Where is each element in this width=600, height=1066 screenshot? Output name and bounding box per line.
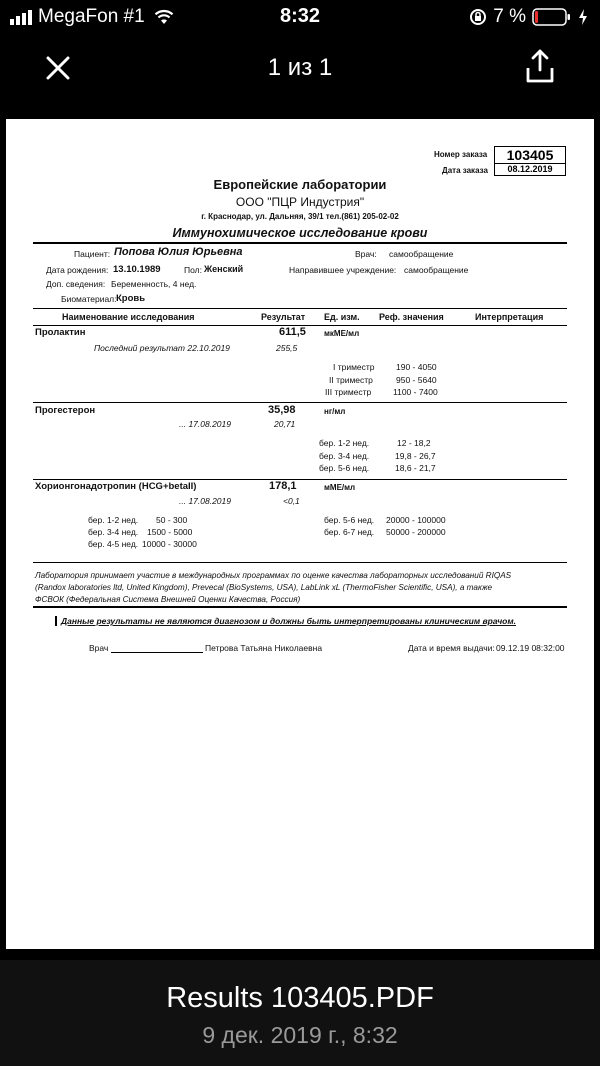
study-title: Иммунохимическое исследование крови xyxy=(172,226,428,240)
previous-result-value: <0,1 xyxy=(283,496,300,506)
clock: 8:32 xyxy=(279,5,321,27)
extra-value: Беременность, 4 нед. xyxy=(111,279,197,289)
test-name: Хорионгонадотропин (HCG+betaII) xyxy=(35,481,197,492)
ref-label: II триместр xyxy=(329,375,373,385)
ref-value: 50000 - 200000 xyxy=(386,527,446,537)
ref-value: 1500 - 5000 xyxy=(147,527,193,537)
column-header: Результат xyxy=(261,312,306,322)
ref-value: 950 - 5640 xyxy=(396,375,437,385)
lab-address: г. Краснодар, ул. Дальняя, 39/1 тел.(861) 205-02-02 xyxy=(201,212,399,221)
battery-icon xyxy=(532,8,572,26)
referral-value: самообращение xyxy=(404,265,469,275)
test-name: Пролактин xyxy=(35,327,86,338)
ref-label: бер. 1-2 нед. xyxy=(88,515,139,525)
doctor-label: Врач: xyxy=(355,249,377,259)
previous-result-label: ... 17.08.2019 xyxy=(179,419,231,429)
issue-date-value: 09.12.19 08:32:00 xyxy=(496,643,565,653)
ref-label: бер. 3-4 нед. xyxy=(319,451,370,461)
company-name: ООО "ПЦР Индустрия" xyxy=(235,195,365,209)
doctor-value: самообращение xyxy=(389,249,454,259)
ref-label: бер. 6-7 нед. xyxy=(324,527,375,537)
share-icon[interactable] xyxy=(524,48,556,84)
test-unit: мкМЕ/мл xyxy=(324,329,360,338)
ref-value: 10000 - 30000 xyxy=(142,539,197,549)
order-date: 08.12.2019 xyxy=(494,163,566,176)
ref-value: 18,6 - 21,7 xyxy=(395,463,436,473)
material-label: Биоматериал: xyxy=(61,294,117,304)
ref-value: 19,8 - 26,7 xyxy=(395,451,436,461)
title-divider xyxy=(33,242,567,244)
test-result: 611,5 xyxy=(279,326,306,338)
material-value: Кровь xyxy=(116,293,146,304)
ref-label: бер. 4-5 нед. xyxy=(88,539,139,549)
dob-value: 13.10.1989 xyxy=(113,264,161,275)
previous-result-label: Последний результат 22.10.2019 xyxy=(94,343,230,353)
previous-result-value: 20,71 xyxy=(274,419,296,429)
doctor-name: Петрова Татьяна Николаевна xyxy=(205,643,323,653)
ref-label: бер. 3-4 нед. xyxy=(88,527,139,537)
carrier-name: MegaFon #1 xyxy=(38,6,145,27)
dob-label: Дата рождения: xyxy=(46,265,109,275)
rotation-lock-icon xyxy=(469,8,487,26)
ref-value: 20000 - 100000 xyxy=(386,515,446,525)
status-right xyxy=(469,6,588,28)
column-header: Интерпретация xyxy=(475,312,544,322)
ref-label: бер. 1-2 нед. xyxy=(319,438,370,448)
battery-percent: 7 % xyxy=(493,6,526,27)
ref-value: 12 - 18,2 xyxy=(397,438,431,448)
quality-note-line: Лаборатория принимает участие в международных программах по оценке качества лабораторных исследований RIQAS xyxy=(35,571,512,580)
test-name: Прогестерон xyxy=(35,405,96,416)
lab-name: Европейские лаборатории xyxy=(213,177,387,192)
ref-value: 50 - 300 xyxy=(156,515,188,525)
ref-value: 190 - 4050 xyxy=(396,362,437,372)
file-name: Results 103405.PDF xyxy=(166,982,434,1014)
row-divider xyxy=(33,479,567,480)
referral-label: Направившее учреждение: xyxy=(289,265,397,275)
warning-divider xyxy=(33,606,567,608)
notes-divider xyxy=(33,562,567,563)
file-info-footer xyxy=(0,960,600,1066)
ref-label: III триместр xyxy=(325,387,372,397)
row-divider xyxy=(33,402,567,403)
order-date-label: Дата заказа xyxy=(442,166,488,175)
warning-marker xyxy=(55,616,57,626)
order-number: 103405 xyxy=(494,146,566,164)
ref-label: I триместр xyxy=(333,362,375,372)
pdf-page[interactable] xyxy=(6,119,594,949)
quality-note-line: ФСВОК (Федеральная Система Внешней Оценки Качества, Россия) xyxy=(35,595,301,604)
test-unit: нг/мл xyxy=(324,407,346,416)
file-date: 9 дек. 2019 г., 8:32 xyxy=(202,1022,398,1048)
test-unit: мМЕ/мл xyxy=(324,483,356,492)
disclaimer: Данные результаты не являются диагнозом и должны быть интерпретированы клиническим врачом. xyxy=(61,616,517,626)
charging-bolt-icon xyxy=(578,8,588,26)
signature-label: Врач xyxy=(89,643,109,653)
ref-label: бер. 5-6 нед. xyxy=(324,515,375,525)
extra-label: Доп. сведения: xyxy=(46,279,106,289)
patient-name: Попова Юлия Юрьевна xyxy=(114,246,243,258)
issue-date-label: Дата и время выдачи: xyxy=(408,643,495,653)
ref-label: бер. 5-6 нед. xyxy=(319,463,370,473)
table-top-line xyxy=(33,308,567,309)
order-number-label: Номер заказа xyxy=(434,150,488,159)
signature-line xyxy=(111,652,203,653)
column-header: Наименование исследования xyxy=(62,312,195,322)
ref-value: 1100 - 7400 xyxy=(393,387,438,397)
sex-label: Пол: xyxy=(184,265,202,275)
column-header: Ед. изм. xyxy=(324,312,360,322)
status-bar xyxy=(0,0,600,34)
sex-value: Женский xyxy=(204,264,244,274)
test-result: 178,1 xyxy=(269,480,297,492)
patient-label: Пациент: xyxy=(74,249,111,259)
quality-note-line: (Randox laboratories ltd, United Kingdom), Prevecal (BioSystems, USA), LabLink xL (ThermoFisher Scientific, USA), а также xyxy=(35,583,493,592)
previous-result-value: 255,5 xyxy=(276,343,298,353)
previous-result-label: ... 17.08.2019 xyxy=(179,496,231,506)
column-header: Реф. значения xyxy=(379,312,444,322)
page-counter: 1 из 1 xyxy=(267,54,333,81)
test-result: 35,98 xyxy=(268,404,296,416)
viewer-nav-bar xyxy=(0,34,600,102)
